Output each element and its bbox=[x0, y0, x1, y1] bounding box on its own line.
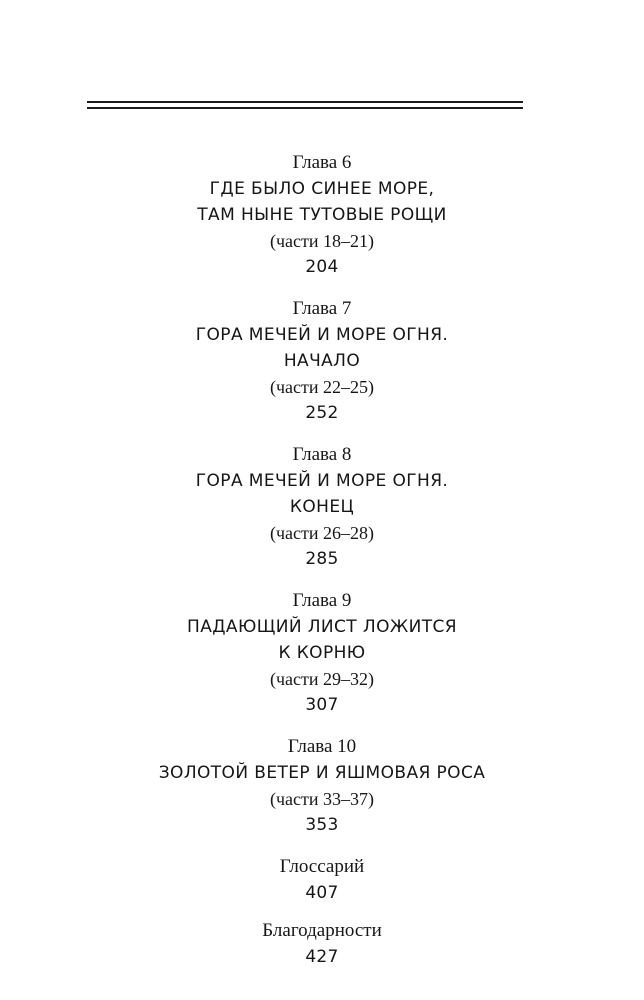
chapter-title-line: НАЧАЛО bbox=[283, 351, 361, 371]
chapter-title-line: ЗОЛОТОЙ ВЕТЕР И ЯШМОВАЯ РОСА bbox=[158, 763, 486, 783]
page-number: 307 bbox=[305, 695, 339, 715]
chapter-parts: (части 22–25) bbox=[269, 377, 375, 397]
toc-entry-glossary bbox=[0, 854, 644, 906]
page-number: 353 bbox=[305, 815, 339, 835]
page-number: 427 bbox=[305, 947, 339, 967]
page-number: 252 bbox=[305, 403, 339, 423]
chapter-label: Глава 10 bbox=[287, 736, 357, 757]
chapter-label: Глава 6 bbox=[292, 152, 352, 173]
chapter-title-line: ГОРА МЕЧЕЙ И МОРЕ ОГНЯ. bbox=[195, 471, 449, 491]
section-label: Благодарности bbox=[262, 920, 382, 941]
chapter-title-line: ГДЕ БЫЛО СИНЕЕ МОРЕ, bbox=[209, 179, 435, 199]
toc-entry-chapter-8 bbox=[0, 442, 644, 572]
page-number: 407 bbox=[305, 883, 339, 903]
chapter-label: Глава 7 bbox=[292, 298, 352, 319]
chapter-parts: (части 26–28) bbox=[269, 523, 375, 543]
chapter-title-line: ТАМ НЫНЕ ТУТОВЫЕ РОЩИ bbox=[197, 205, 447, 225]
toc-entry-chapter-6 bbox=[0, 150, 644, 280]
toc-entry-chapter-7 bbox=[0, 296, 644, 426]
toc-entry-chapter-9 bbox=[0, 588, 644, 718]
chapter-parts: (части 29–32) bbox=[269, 669, 375, 689]
chapter-label: Глава 8 bbox=[292, 444, 352, 465]
toc-entry-acknowledgements bbox=[0, 918, 644, 970]
page-number: 285 bbox=[305, 549, 339, 569]
table-of-contents bbox=[0, 150, 644, 970]
chapter-title-line: К КОРНЮ bbox=[278, 643, 366, 663]
header-rule-bottom bbox=[87, 107, 523, 109]
header-rule-top bbox=[87, 101, 523, 103]
chapter-title-line: КОНЕЦ bbox=[289, 497, 355, 517]
section-label: Глоссарий bbox=[279, 856, 365, 877]
chapter-parts: (части 18–21) bbox=[269, 231, 375, 251]
chapter-title-line: ГОРА МЕЧЕЙ И МОРЕ ОГНЯ. bbox=[195, 325, 449, 345]
toc-entry-chapter-10 bbox=[0, 734, 644, 838]
page-number: 204 bbox=[305, 257, 339, 277]
chapter-label: Глава 9 bbox=[292, 590, 352, 611]
chapter-parts: (части 33–37) bbox=[269, 789, 375, 809]
chapter-title-line: ПАДАЮЩИЙ ЛИСТ ЛОЖИТСЯ bbox=[187, 617, 457, 637]
